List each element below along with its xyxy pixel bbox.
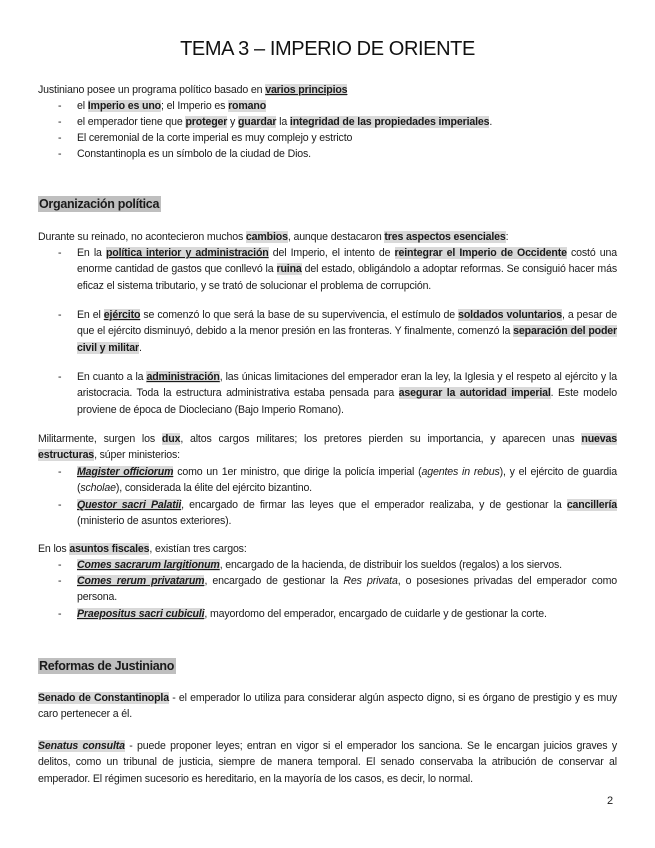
heading-text	[38, 658, 176, 674]
text-run: , súper ministerios:	[94, 449, 180, 462]
text-run: la	[276, 116, 290, 128]
key-term: integridad de las propiedades imperiales	[289, 116, 490, 128]
paragraph	[38, 690, 617, 723]
heading-text	[38, 196, 161, 212]
key-term: dux	[161, 433, 181, 445]
text-run: , encargado de la hacienda, de distribuir los sueldos (regalos) a los siervos.	[219, 559, 562, 571]
paragraph	[38, 229, 617, 245]
text-run: , encargado de firmar las leyes que el emperador realizaba, y de gestionar la	[181, 499, 567, 511]
key-term: Comes sacrarum largitionum	[77, 559, 220, 571]
text-run: del Imperio, el intento de	[268, 247, 395, 259]
list-item	[58, 497, 617, 530]
key-term: varios principios	[265, 84, 348, 96]
key-term: tres aspectos esenciales	[384, 231, 506, 243]
key-term: proteger	[185, 116, 228, 128]
text-run: del estado, obligándolo a adoptar reformas. Se consiguió hacer más eficaz el sistema tributario, y se trató de solucionar el problema de corrupción.	[77, 263, 617, 292]
bullet-dash: -	[58, 499, 62, 511]
list-item	[58, 307, 617, 356]
list-item-text	[77, 369, 617, 418]
text-run: , mayordomo del emperador, encargado de cuidarle y de gestionar la corte.	[204, 608, 547, 620]
key-term: soldados voluntarios	[458, 309, 562, 321]
text-run: En la	[77, 247, 106, 259]
key-term: cancillería	[566, 499, 617, 511]
text-run: Durante su reinado, no acontecieron muchos	[38, 231, 246, 243]
paragraph	[38, 541, 617, 557]
key-term: ejército	[103, 309, 141, 321]
section-heading-organizacion	[38, 196, 617, 213]
text-run: se comenzó lo que será la base de su supervivencia, el estímulo de	[140, 309, 459, 321]
text-run: , a pesar de que el ejército disminuyó, debido a la menor presión en las fronteras. Y finalmente, comenzó la	[77, 309, 617, 338]
text-run: , o posesiones privadas del emperador como persona.	[77, 575, 617, 604]
list-item-text	[77, 606, 617, 622]
key-term: asuntos fiscales	[69, 543, 150, 555]
list-item-text	[77, 464, 617, 497]
key-term: separación del poder civil y militar	[77, 325, 617, 354]
text-run: En cuanto a la	[77, 371, 147, 383]
text-run: Justiniano posee un programa político basado en	[38, 84, 266, 96]
bullet-dash: -	[58, 309, 62, 321]
list-item	[58, 557, 617, 573]
bullet-dash: -	[58, 148, 62, 160]
text-run: ), considerada la élite del ejército bizantino.	[115, 482, 312, 495]
italic-term: agentes in rebus	[421, 466, 500, 478]
list-item-text	[77, 245, 617, 294]
text-run: Militarmente, surgen los	[38, 433, 162, 445]
paragraph	[38, 431, 617, 464]
text-run: , altos cargos militares; los pretores pierden su importancia, y aparecen unas	[180, 433, 582, 445]
italic-term: Res privata	[343, 575, 398, 587]
key-term: asegurar la autoridad imperial	[398, 387, 551, 400]
text-run: costó una enorme cantidad de gastos que conllevó la	[77, 247, 617, 276]
list-item	[58, 130, 617, 146]
text-run: el emperador tiene que	[77, 116, 186, 128]
list-item-text	[77, 114, 617, 130]
list-item-text	[77, 497, 617, 530]
key-term: romano	[228, 100, 267, 112]
bullet-dash: -	[58, 559, 62, 571]
text-run: :	[505, 231, 509, 243]
list-item	[58, 606, 617, 622]
list-item	[58, 369, 617, 418]
bullet-dash: -	[58, 247, 62, 259]
list-item-text	[77, 307, 617, 356]
text-run: , encargado de gestionar la	[204, 575, 344, 587]
text-run: En el	[77, 309, 104, 321]
text-run: . Este modelo proviene de época de Diocleciano (Bajo Imperio Romano).	[77, 387, 617, 416]
text-run: , aunque destacaron	[287, 231, 385, 243]
list-item-text	[77, 146, 617, 162]
key-term: ruina	[276, 263, 302, 276]
list-item	[58, 146, 617, 162]
bullet-dash: -	[58, 466, 62, 478]
page-number: 2	[607, 795, 613, 807]
text-run: , las únicas limitaciones del emperador eran la ley, la Iglesia y el respeto al ejército y la aristocracia. Toda la estructura administrativa estaba pensada para	[77, 371, 617, 400]
text-run: ; el Imperio es	[161, 100, 229, 112]
key-term: Questor sacri Palatii	[77, 499, 182, 511]
list-item-text	[77, 557, 617, 573]
key-term: Praepositus sacri cubiculi	[77, 608, 205, 620]
bullet-dash: -	[58, 575, 62, 587]
text-run: .	[138, 341, 142, 354]
section-heading-reformas	[38, 658, 617, 675]
list-item	[58, 573, 617, 606]
text-run: ), y el ejército de guardia (	[77, 466, 617, 495]
bullet-dash: -	[58, 100, 62, 112]
text-run: Constantinopla es un símbolo de la ciudad de Dios.	[77, 148, 311, 160]
page-title: TEMA 3 – IMPERIO DE ORIENTE	[180, 38, 475, 60]
key-term: Imperio es uno	[87, 100, 161, 112]
key-term: reintegrar el Imperio de Occidente	[394, 247, 567, 259]
text-run: En los	[38, 543, 70, 555]
bullet-dash: -	[58, 132, 62, 144]
key-term: Comes rerum privatarum	[77, 575, 205, 587]
key-term: política interior y administración	[105, 247, 269, 259]
key-term: Senado de Constantinopla	[38, 692, 169, 704]
bullet-dash: -	[58, 371, 62, 383]
text-run: , existían tres cargos:	[149, 543, 247, 555]
text-run: - puede proponer leyes; entran en vigor si el emperador los sanciona. Se le encargan juicios graves y delitos, como un tribunal de justicia, siempre de manera temporal. El senado conservaba la atribución de conservar al emperador. El régimen sucesorio es hereditario, en la mayoría de los casos, es decir, lo normal.	[38, 740, 617, 785]
text-run: - el emperador lo utiliza para considerar algún aspecto digno, si es órgano de prestigio y es muy caro pertenecer a él.	[38, 692, 617, 721]
key-term: Magister officiorum	[77, 466, 174, 478]
key-term: nuevas estructuras	[38, 433, 618, 462]
text-run: y	[227, 116, 238, 128]
list-item	[58, 98, 617, 114]
key-term: administración	[146, 371, 220, 383]
text-run: como un 1er ministro, que dirige la policía imperial (	[173, 466, 422, 478]
list-item-text	[77, 573, 617, 606]
bullet-dash: -	[58, 116, 62, 128]
italic-term: scholae	[80, 482, 116, 495]
key-term: Senatus consulta	[38, 740, 125, 752]
text-run: Organización política	[39, 197, 160, 211]
text-run: (ministerio de asuntos exteriores).	[77, 515, 232, 528]
paragraph	[38, 738, 617, 787]
list-item	[58, 245, 617, 294]
bullet-dash: -	[58, 608, 62, 620]
list-item	[58, 114, 617, 130]
intro-paragraph	[38, 82, 617, 98]
text-run: El ceremonial de la corte imperial es muy complejo y estricto	[77, 132, 353, 144]
text-run: .	[489, 116, 493, 128]
key-term: cambios	[245, 231, 288, 243]
text-run: el	[77, 100, 88, 112]
list-item	[58, 464, 617, 497]
key-term: guardar	[237, 116, 277, 128]
list-item-text	[77, 98, 617, 114]
list-item-text	[77, 130, 617, 146]
text-run: Reformas de Justiniano	[39, 659, 175, 673]
